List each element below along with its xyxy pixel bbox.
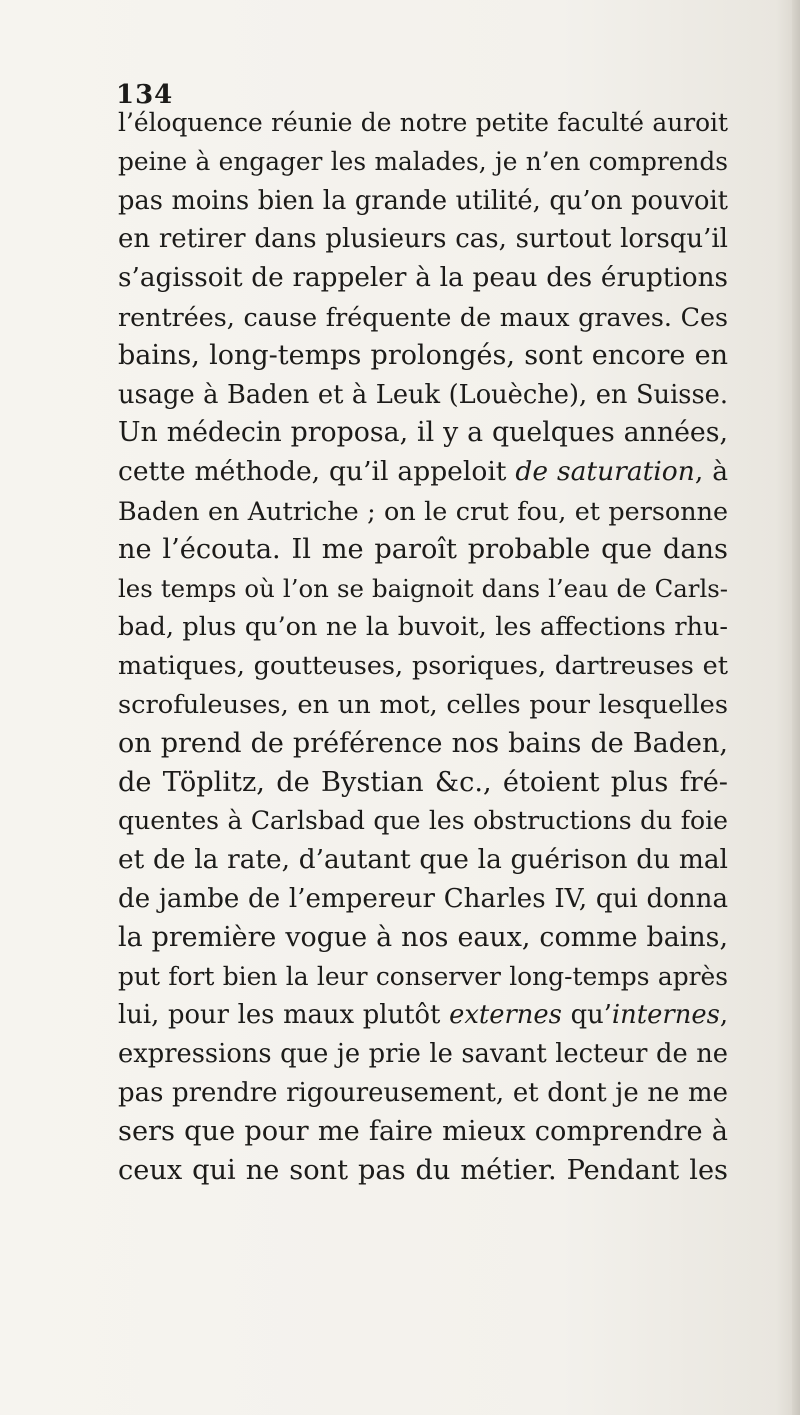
text-segment: l’éloquence réunie de notre petite faculté auroit — [118, 108, 728, 137]
italic-text: externes — [449, 1000, 562, 1031]
text-line — [118, 686, 728, 725]
text-line — [118, 453, 728, 492]
text-segment: Baden en Autriche ; on le crut fou, et personne — [118, 495, 728, 526]
text-segment: peine à engager les malades, je n’en comprends — [118, 146, 728, 176]
text-line — [118, 841, 728, 880]
text-segment: bad, plus qu’on ne la buvoit, les affections rhu- — [118, 612, 728, 643]
text-line — [118, 220, 728, 259]
text-segment: quentes à Carlsbad que les obstructions du foie — [118, 806, 728, 836]
text-line — [118, 1152, 728, 1191]
text-segment: scrofuleuses, en un mot, celles pour lesquelles — [118, 689, 728, 720]
text-line — [118, 802, 728, 841]
text-segment: bains, long-temps prolongés, sont encore en — [118, 339, 728, 371]
text-segment: Un médecin proposa, il y a quelques années, — [118, 417, 728, 449]
text-line — [118, 647, 728, 686]
text-line — [118, 1113, 728, 1152]
body-text — [118, 104, 728, 1190]
text-segment: qu’ — [561, 1000, 612, 1031]
text-segment: s’agissoit de rappeler à la peau des éruptions — [118, 263, 728, 294]
text-line — [118, 570, 728, 609]
italic-text: de saturation — [515, 456, 695, 488]
text-line — [118, 725, 728, 764]
text-segment: expressions que je prie le savant lecteur de ne — [118, 1039, 728, 1070]
text-line — [118, 608, 728, 647]
text-line — [118, 1074, 728, 1113]
italic-text: internes — [611, 1000, 720, 1031]
text-segment: ne l’écouta. Il me paroît probable que dans — [118, 533, 728, 565]
text-segment: cette méthode, qu’il appeloit — [118, 456, 516, 488]
page-number: 134 — [116, 80, 174, 110]
text-segment: put fort bien la leur conserver long-temps après — [118, 961, 728, 991]
text-segment: rentrées, cause fréquente de maux graves. Ces — [118, 301, 728, 332]
text-line — [118, 919, 728, 958]
text-segment: ceux qui ne sont pas du métier. Pendant les — [118, 1154, 728, 1186]
text-segment: et de la rate, d’autant que la guérison du mal — [118, 845, 728, 876]
text-segment: , — [719, 1000, 729, 1031]
text-segment: lui, pour les maux plutôt — [118, 1000, 450, 1031]
text-segment: de Töplitz, de Bystian &c., étoient plus fré- — [118, 766, 728, 798]
text-line — [118, 531, 728, 570]
text-segment: les temps où l’on se baignoit dans l’eau de Carls- — [118, 573, 728, 603]
text-segment: pas prendre rigoureusement, et dont je ne me — [118, 1077, 728, 1108]
text-segment: usage à Baden et à Leuk (Louèche), en Suisse. — [118, 379, 728, 410]
text-segment: sers que pour me faire mieux comprendre à — [118, 1115, 728, 1147]
text-segment: matiques, goutteuses, psoriques, dartreuses et — [118, 651, 728, 682]
text-line — [118, 996, 728, 1035]
text-segment: , à — [694, 456, 729, 488]
text-segment: on prend de préférence nos bains de Baden, — [118, 727, 728, 759]
text-line — [118, 880, 728, 919]
text-segment: pas moins bien la grande utilité, qu’on pouvoit — [118, 185, 728, 216]
text-segment: de jambe de l’empereur Charles IV, qui donna — [118, 883, 728, 914]
page-edge — [792, 0, 800, 1415]
text-line — [118, 492, 728, 531]
text-line — [118, 143, 728, 182]
text-line — [118, 414, 728, 453]
text-line — [118, 1035, 728, 1074]
text-line — [118, 958, 728, 997]
text-line — [118, 764, 728, 803]
text-line — [118, 182, 728, 221]
text-line — [118, 259, 728, 298]
text-line — [118, 337, 728, 376]
text-segment: en retirer dans plusieurs cas, surtout lorsqu’il — [118, 224, 728, 255]
text-line — [118, 104, 728, 143]
text-line — [118, 298, 728, 337]
text-segment: la première vogue à nos eaux, comme bains, — [118, 921, 728, 953]
text-line — [118, 376, 728, 415]
